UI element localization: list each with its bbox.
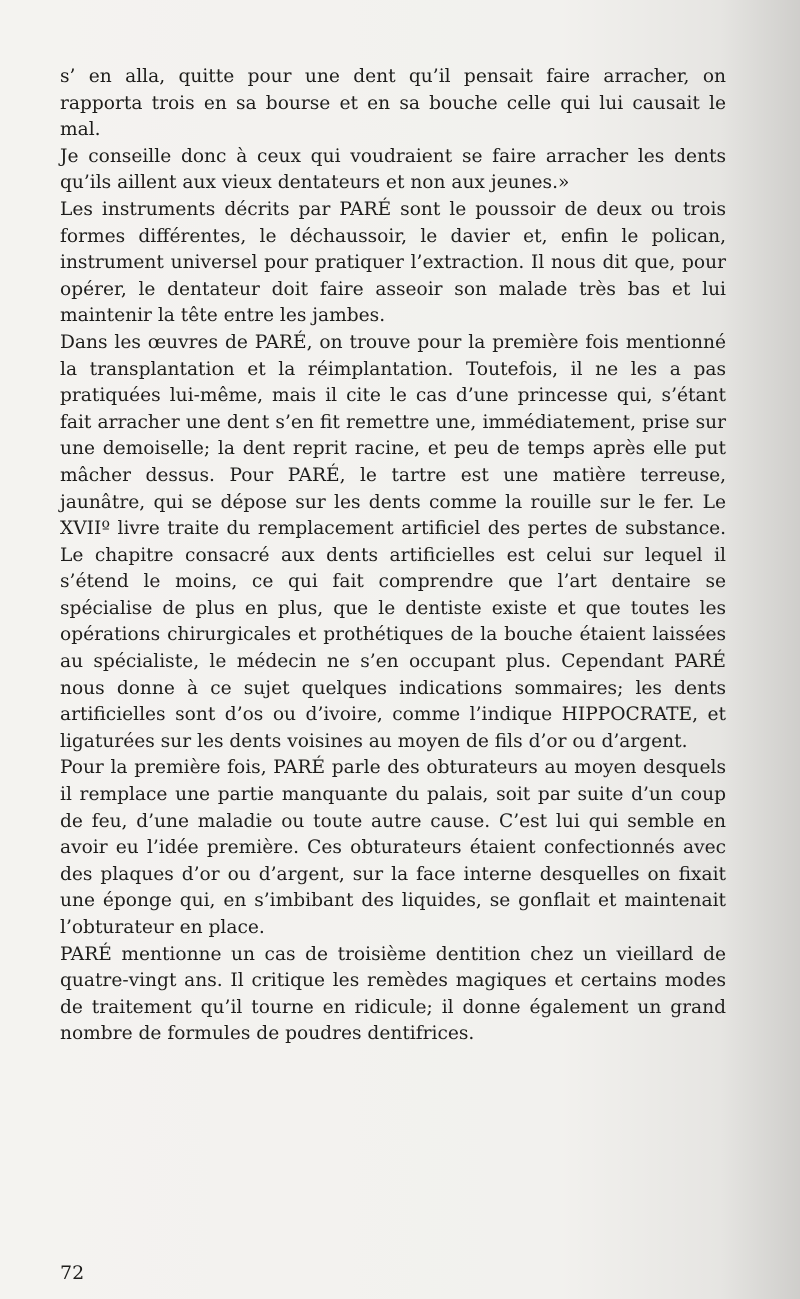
paragraph: Pour la première fois, PARÉ parle des obturateurs au moyen desquels il remplace une partie manquante du palais, soit par suite d’un coup de feu, d’une maladie ou toute autre cause. C’est lui qui semble en avoir eu l’idée première. Ces obturateurs étaient confectionnés avec des plaques d’or ou d’argent, sur la face interne desquelles on fixait une éponge qui, en s’imbibant des liquides, se gonflait et maintenait l’obturateur en place. <box>60 757 726 938</box>
paragraph: s’ en alla, quitte pour une dent qu’il pensait faire arracher, on rapporta trois en sa bourse et en sa bouche celle qui lui causait le mal. <box>60 66 726 141</box>
paragraph: Les instruments décrits par PARÉ sont le poussoir de deux ou trois formes différentes, le déchaussoir, le davier et, enfin le polican, instrument universel pour pratiquer l’extraction. Il nous dit que, pour opérer, le dentateur doit faire asseoir son malade très bas et lui maintenir la tête entre les jambes. <box>60 198 726 327</box>
page-number: 72 <box>60 1262 85 1284</box>
paragraph: Dans les œuvres de PARÉ, on trouve pour la première fois mentionné la transplantation et la réimplantation. Toutefois, il ne les a pas pratiquées lui-même, mais il cite le cas d’une princesse qui, s’étant fait arracher une dent s’en fit remettre une, immédiatement, prise sur une demoiselle; la dent reprit racine, et peu de temps après elle put mâcher dessus. Pour PARÉ, le tartre est une matière terreuse, jaunâtre, qui se dépose sur les dents comme la rouille sur le fer. Le XVIIº livre traite du remplacement artificiel des pertes de substance. Le chapitre consacré aux dents artificielles est celui sur lequel il s’étend le moins, ce qui fait comprendre que l’art dentaire se spécialise de plus en plus, que le dentiste existe et que toutes les opérations chirurgicales et prothétiques de la bouche étaient laissées au spécialiste, le médecin ne s’en occupant plus. Cependant PARÉ nous donne à ce sujet quelques indications sommaires; les dents artificielles sont d’os ou d’ivoire, comme l’indique HIPPOCRATE, et ligaturées sur les dents voisines au moyen de fils d’or ou d’argent. <box>60 331 726 752</box>
paragraph: PARÉ mentionne un cas de troisième dentition chez un vieillard de quatre-vingt ans. Il critique les remèdes magiques et certains modes de traitement qu’il tourne en ridicule; il donne également un grand nombre de formules de poudres dentifrices. <box>60 943 726 1045</box>
body-text <box>60 64 726 1048</box>
paragraph: Je conseille donc à ceux qui voudraient se faire arracher les dents qu’ils aillent aux vieux dentateurs et non aux jeunes.» <box>60 145 726 194</box>
